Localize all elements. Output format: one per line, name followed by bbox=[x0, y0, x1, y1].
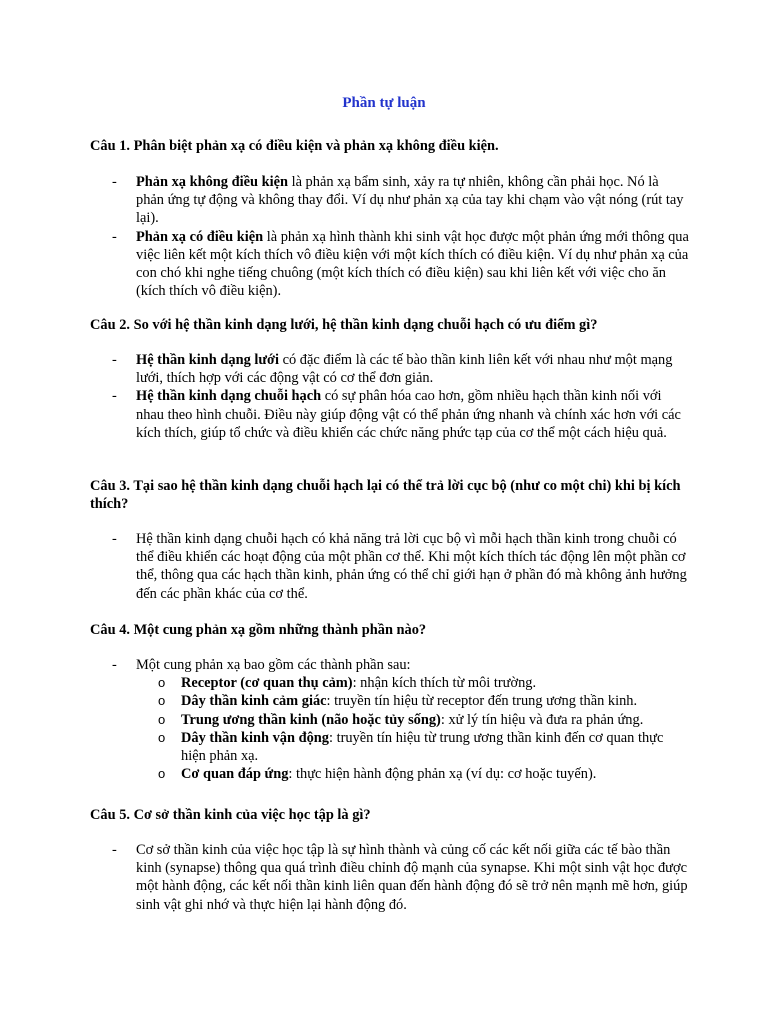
answer-intro: Một cung phản xạ bao gồm các thành phần sau: bbox=[136, 657, 411, 673]
answer-text: là phản xạ bẩm sinh, xảy ra tự nhiên, không cần phải học. Nó là phản ứng tự động và không thay đổi. Ví dụ như phản xạ của tay khi chạm vào vật nóng (rút tay lại). bbox=[136, 174, 684, 227]
component-text: : xử lý tín hiệu và đưa ra phản ứng. bbox=[440, 711, 644, 728]
sub-list-item bbox=[136, 692, 690, 710]
question-5-answer-list bbox=[90, 841, 690, 914]
question-3-answer-list bbox=[90, 530, 690, 603]
dash-bullet: - bbox=[112, 228, 117, 245]
dash-bullet: - bbox=[112, 388, 117, 405]
circle-bullet-icon: o bbox=[158, 766, 166, 782]
question-1-answer-list bbox=[90, 173, 690, 300]
circle-bullet-icon: o bbox=[158, 693, 166, 709]
list-item bbox=[90, 656, 690, 783]
component-term: Receptor (cơ quan thụ cảm) bbox=[181, 675, 353, 692]
answer-text: là phản xạ hình thành khi sinh vật học được một phản ứng mới thông qua việc liên kết một kích thích vô điều kiện với một kích thích có điều kiện. Ví dụ như phản xạ của con chó khi nghe tiếng chuông (một kích thích có điều kiện) sau khi liên kết với việc cho ăn (kích thích vô điều kiện). bbox=[136, 228, 689, 300]
dash-bullet: - bbox=[112, 842, 117, 858]
list-item bbox=[90, 351, 690, 387]
answer-term: Hệ thần kinh dạng lưới bbox=[136, 352, 279, 368]
list-item bbox=[90, 173, 690, 228]
question-2-answer-list bbox=[90, 351, 690, 442]
list-item bbox=[90, 387, 690, 442]
circle-bullet-icon: o bbox=[158, 675, 166, 691]
dash-bullet: - bbox=[112, 531, 117, 547]
list-item bbox=[90, 228, 690, 301]
component-list bbox=[136, 674, 690, 783]
answer-text: có đặc điểm là các tế bào thần kinh liên kết với nhau như một mạng lưới, thích hợp với các động vật có cơ thể đơn giản. bbox=[136, 352, 673, 387]
component-text: : truyền tín hiệu từ trung ương thần kinh đến cơ quan thực hiện phản xạ. bbox=[181, 729, 664, 765]
answer-term: Phản xạ có điều kiện bbox=[136, 228, 264, 245]
component-text: : truyền tín hiệu từ receptor đến trung ương thần kinh. bbox=[326, 693, 638, 710]
sub-list-item bbox=[136, 765, 690, 783]
dash-bullet: - bbox=[112, 352, 117, 368]
answer-text: Hệ thần kinh dạng chuỗi hạch có khả năng trả lời cục bộ vì mỗi hạch thần kinh trong chuỗi có thể điều khiển các hoạt động của một phần cơ thể. Khi một kích thích tác động lên một phần cơ thể, thông qua các hạch thần kinh, phản ứng có thể chỉ giới hạn ở phần đó mà không ảnh hưởng đến các phần khác của cơ thể. bbox=[136, 531, 687, 602]
dash-bullet: - bbox=[112, 174, 117, 190]
document-title: Phần tự luận bbox=[342, 95, 426, 111]
component-term: Cơ quan đáp ứng bbox=[181, 766, 289, 783]
list-item bbox=[90, 530, 690, 603]
component-term: Trung ương thần kinh (não hoặc tủy sống) bbox=[181, 711, 441, 728]
circle-bullet-icon: o bbox=[158, 711, 166, 727]
list-item bbox=[90, 841, 690, 914]
answer-term: Phản xạ không điều kiện bbox=[136, 174, 288, 190]
question-4: Câu 4. Một cung phản xạ gồm những thành phần nào? bbox=[90, 622, 427, 638]
answer-text: Cơ sở thần kinh của việc học tập là sự hình thành và củng cố các kết nối giữa các tế bào thần kinh (synapse) thông qua quá trình điều chỉnh độ mạnh của synapse. Khi một sinh vật học được một hành động, các kết nối thần kinh liên quan đến hành động đó sẽ trở nên mạnh mẽ hơn, giúp sinh vật ghi nhớ và thực hiện lại hành động đó. bbox=[136, 842, 688, 913]
question-5: Câu 5. Cơ sở thần kinh của việc học tập là gì? bbox=[90, 807, 371, 823]
answer-term: Hệ thần kinh dạng chuỗi hạch bbox=[136, 388, 322, 405]
question-3: Câu 3. Tại sao hệ thần kinh dạng chuỗi hạch lại có thể trả lời cục bộ (như co một chi) khi bị kích thích? bbox=[90, 478, 681, 513]
sub-list-item bbox=[136, 711, 690, 729]
answer-text: có sự phân hóa cao hơn, gồm nhiều hạch thần kinh nối với nhau theo hình chuỗi. Điều này giúp động vật có thể phản ứng nhanh và chính xác hơn với các kích thích, giúp tổ chức và điều khiển các chức năng phức tạp của cơ thể một cách hiệu quả. bbox=[136, 388, 681, 441]
dash-bullet: - bbox=[112, 657, 117, 673]
question-1: Câu 1. Phân biệt phản xạ có điều kiện và phản xạ không điều kiện. bbox=[90, 138, 499, 154]
component-term: Dây thần kinh vận động bbox=[181, 729, 329, 746]
sub-list-item bbox=[136, 674, 690, 692]
question-2: Câu 2. So với hệ thần kinh dạng lưới, hệ thần kinh dạng chuỗi hạch có ưu điểm gì? bbox=[90, 317, 598, 333]
component-term: Dây thần kinh cảm giác bbox=[181, 693, 327, 710]
component-text: : nhận kích thích từ môi trường. bbox=[352, 675, 537, 692]
question-4-answer-list bbox=[90, 656, 690, 783]
component-text: : thực hiện hành động phản xạ (ví dụ: cơ hoặc tuyến). bbox=[288, 766, 597, 783]
sub-list-item bbox=[136, 729, 690, 765]
circle-bullet-icon: o bbox=[158, 729, 166, 745]
